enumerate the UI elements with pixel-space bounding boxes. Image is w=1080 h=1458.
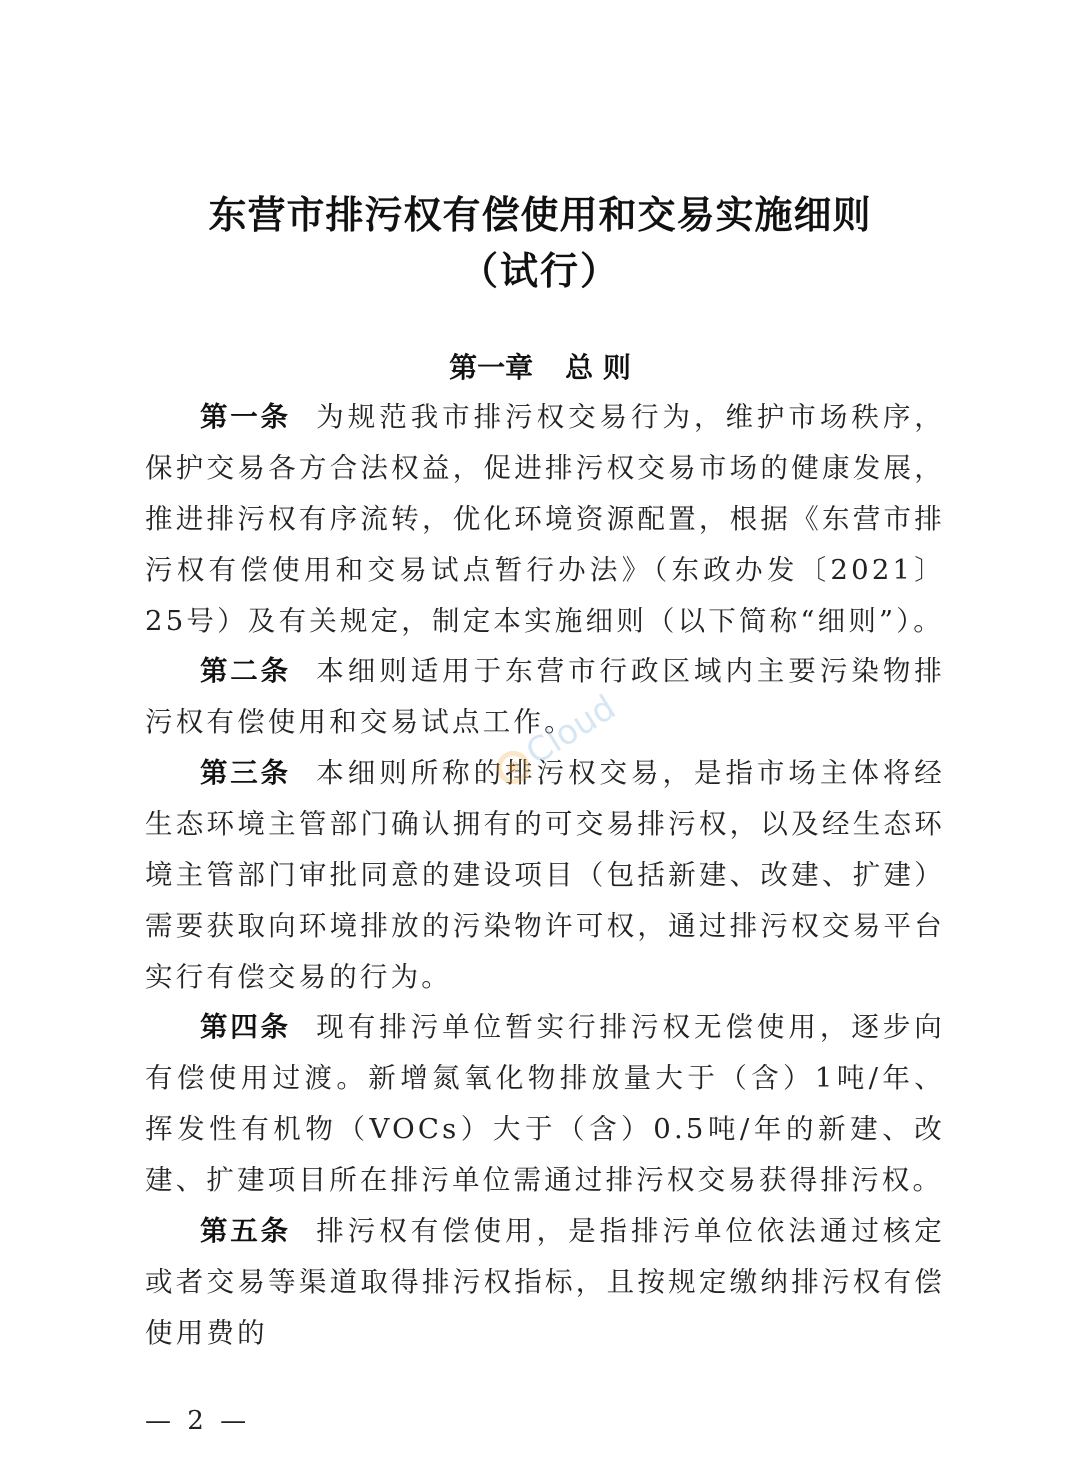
- article-4: [145, 1002, 945, 1206]
- article-text: 本细则适用于东营市行政区域内主要污染物排污权有偿使用和交易试点工作。: [145, 655, 945, 738]
- article-text: 为规范我市排污权交易行为，维护市场秩序，保护交易各方合法权益，促进排污权交易市场的健康发展，推进排污权有序流转，优化环境资源配置，根据《东营市排污权有偿使用和交易试点暂行办法》（东政办发〔2021〕25号）及有关规定，制定本实施细则（以下简称“细则”）。: [145, 401, 945, 637]
- chapter-name: 总 则: [565, 351, 631, 384]
- article-label: 第四条: [200, 1011, 291, 1043]
- chapter-heading: [0, 346, 1080, 386]
- page-number: — 2 —: [145, 1406, 251, 1436]
- article-2: [145, 646, 945, 748]
- article-text: 本细则所称的排污权交易，是指市场主体将经生态环境主管部门确认拥有的可交易排污权，以及经生态环境主管部门审批同意的建设项目（包括新建、改建、扩建）需要获取向环境排放的污染物许可权，通过排污权交易平台实行有偿交易的行为。: [145, 757, 945, 993]
- article-3: [145, 748, 945, 1003]
- article-text: 现有排污单位暂实行排污权无偿使用，逐步向有偿使用过渡。新增氮氧化物排放量大于（含）1吨/年、挥发性有机物（VOCs）大于（含）0.5吨/年的新建、改建、扩建项目所在排污单位需通过排污权交易获得排污权。: [145, 1011, 945, 1196]
- article-label: 第一条: [200, 401, 291, 433]
- article-5: [145, 1206, 945, 1359]
- article-1: [145, 392, 945, 647]
- article-text: 排污权有偿使用，是指排污单位依法通过核定或者交易等渠道取得排污权指标，且按规定缴纳排污权有偿使用费的: [145, 1215, 945, 1349]
- document-subtitle: （试行）: [459, 248, 620, 293]
- article-label: 第五条: [200, 1215, 291, 1247]
- article-label: 第三条: [200, 757, 291, 789]
- chapter-number: 第一章: [449, 351, 534, 384]
- watermark-text: Cloud: [519, 687, 623, 773]
- document-title: 东营市排污权有偿使用和交易实施细则: [208, 192, 872, 237]
- article-label: 第二条: [200, 655, 291, 687]
